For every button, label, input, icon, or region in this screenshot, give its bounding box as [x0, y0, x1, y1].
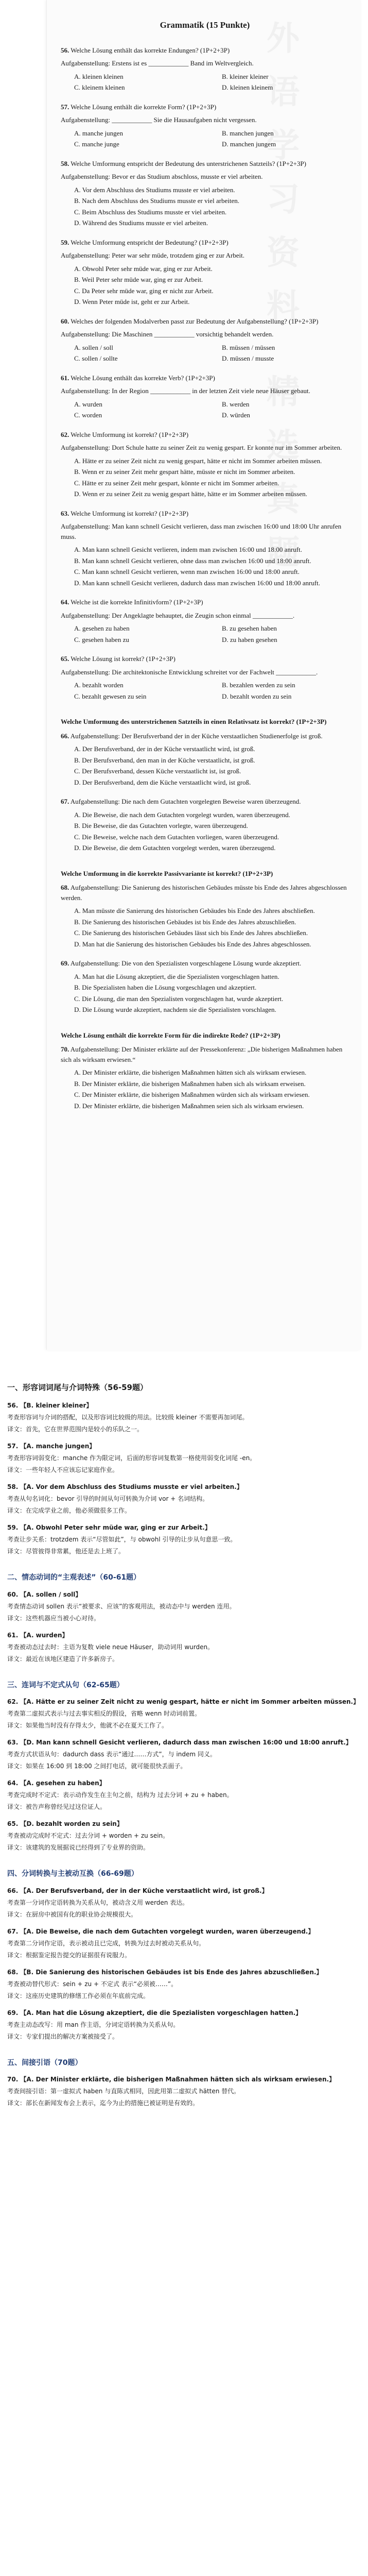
question-prompt: Welche Lösung ist korrekt? (1P+2+3P) — [71, 655, 176, 663]
answer-option: C. Die Beweise, welche nach dem Gutachten vorliegen, waren überzeugend. — [74, 833, 279, 841]
answer-options — [74, 1067, 349, 1111]
answer-option: A. Obwohl Peter sehr müde war, ging er zur Arbeit. — [74, 264, 213, 273]
question-line — [61, 1044, 349, 1064]
question-number: 65. — [61, 655, 69, 663]
answer-option: C. sollen / sollte — [74, 354, 118, 362]
question-line — [61, 430, 349, 440]
question-prompt: Welche Umformung ist korrekt? (1P+2+3P) — [71, 430, 189, 438]
answer-key: 56. 【B. kleiner kleiner】 — [7, 1402, 93, 1410]
answer-analysis: 考查被动态过去时：主语为复数 viele neue Häuser，助动词用 wurden。 — [7, 1643, 214, 1651]
exam-question — [61, 958, 349, 1015]
answer-analysis: 考查被动替代形式：sein + zu + 不定式 表示“必须被……”。 — [7, 1980, 178, 1988]
question-line — [61, 796, 349, 807]
answer-analysis: 考查形容词与介词的搭配，以及形容词比较级的用法。比较级 kleiner 不需要再加词尾。 — [7, 1414, 249, 1421]
answer-option: C. bezahlt gewesen zu sein — [74, 692, 147, 700]
question-prompt: Welche ist die korrekte Infinitivform? (1P+2+3P) — [71, 598, 203, 606]
question-line — [61, 238, 349, 248]
question-number: 64. — [61, 598, 69, 606]
answer-key: 65. 【D. bezahlt worden zu sein】 — [7, 1820, 123, 1828]
answer-translation: 译文：一些年轻人不应该忘记家庭作业。 — [7, 1466, 119, 1474]
answer-options — [74, 545, 349, 588]
exam-question — [61, 45, 349, 93]
question-prompt: Welche Umformung entspricht der Bedeutung? (1P+2+3P) — [71, 238, 229, 246]
answer-analysis: 考查从句名词化：bevor 引导的时间从句可转换为介词 vor + 名词结构。 — [7, 1495, 209, 1503]
answer-entry — [7, 1886, 362, 1920]
exam-question — [61, 316, 349, 364]
question-line — [61, 958, 349, 969]
answer-key: 57. 【A. manche jungen】 — [7, 1443, 96, 1450]
exam-question — [61, 509, 349, 588]
answer-option: A. sollen / soll — [74, 343, 113, 351]
answer-option: C. Beim Abschluss des Studiums musste er viel arbeiten. — [74, 208, 227, 216]
question-sentence: Aufgabenstellung: Der Minister erklärte auf der Pressekonferenz: „Die bisherigen Maßnahmen haben sich als wirksam erwiesen.“ — [61, 1045, 343, 1063]
exam-question — [61, 1044, 349, 1111]
answer-option: D. Während des Studiums musste er viel arbeiten. — [74, 219, 208, 227]
exam-items-4 — [61, 1044, 349, 1111]
answer-items-3 — [7, 1697, 362, 1853]
question-number: 61. — [61, 374, 69, 382]
answer-option: A. Man müsste die Sanierung des historischen Gebäudes bis Ende des Jahres abschließen. — [74, 907, 315, 914]
exam-question — [61, 159, 349, 228]
question-sentence: Aufgabenstellung: Die Maschinen ____________ vorsichtig behandelt werden. — [61, 330, 274, 338]
answer-translation: 译文：如果在 16:00 到 18:00 之间打电话，就可能很快丢面子。 — [7, 1762, 187, 1770]
answer-translation: 译文：首先，它在世界范围内是较小的乐队之一。 — [7, 1426, 144, 1433]
answer-analysis: 考查第二分词作定语，表示被动且已完成，转换为过去时被动关系从句。 — [7, 1939, 205, 1947]
question-sentence: Aufgabenstellung: Dort Schule hatte zu seiner Zeit zu wenig gespart. Er konnte nur im Sommer arbeiten. — [61, 444, 342, 451]
answer-option: B. Man kann schnell Gesicht verlieren, ohne dass man zwischen 16:00 und 18:00 anruft. — [74, 556, 311, 565]
answer-options — [74, 399, 349, 420]
answer-entry — [7, 1630, 362, 1665]
answer-translation: 译文：被告声称曾经见过这位证人。 — [7, 1803, 107, 1811]
question-prompt: Welche Lösung enthält die korrekte Form? (1P+2+3P) — [71, 103, 217, 111]
exam-question — [61, 102, 349, 149]
answer-option: B. Der Minister erklärte, die bisherigen Maßnahmen haben sich als wirksam erweisen. — [74, 1079, 306, 1088]
answer-options — [74, 680, 349, 701]
question-prompt: Welches der folgenden Modalverben passt zur Bedeutung der Aufgabenstellung? (1P+2+3P) — [71, 317, 319, 325]
answer-analysis: 考查形容词弱变化：manche 作为限定词，后面的形容词复数第一格使用弱变化词尾 -en。 — [7, 1454, 256, 1462]
answer-options — [74, 343, 349, 364]
answer-option: C. Die Lösung, die man den Spezialisten vorgeschlagen hat, wurde akzeptiert. — [74, 994, 284, 1003]
answer-translation: 译文：根据鉴定报告提交的证据很有说服力。 — [7, 1951, 131, 1959]
answer-options — [74, 264, 349, 307]
section-3-title: Welche Umformung in die korrekte Passivvariante ist korrekt? (1P+2+3P) — [61, 869, 273, 877]
answer-key: 67. 【A. Die Beweise, die nach dem Gutachten vorgelegt wurden, waren überzeugend.】 — [7, 1927, 314, 1935]
answer-option: A. Der Minister erklärte, die bisherigen Maßnahmen hätten sich als wirksam erwiesen. — [74, 1069, 307, 1076]
answer-option: B. Die Beweise, die das Gutachten vorlegte, waren überzeugend. — [74, 822, 248, 829]
answer-section — [7, 1381, 362, 2115]
answer-option: D. Wenn er zu seiner Zeit zu wenig gespart hätte, hätte er im Sommer arbeiten müssen. — [74, 490, 307, 498]
exam-question — [61, 430, 349, 499]
answer-entry — [7, 1482, 362, 1516]
answer-options — [74, 623, 349, 645]
answer-options — [74, 744, 349, 787]
section-2-title: Welche Umformung des unterstrichenen Satzteils in einen Relativsatz ist korrekt? (1P+2+3P) — [61, 718, 327, 725]
exam-question — [61, 238, 349, 307]
question-line — [61, 597, 349, 607]
answer-option: D. würden — [222, 411, 250, 419]
answer-option: B. Die Sanierung des historischen Gebäudes ist bis Ende des Jahres abzuschließen. — [74, 918, 296, 926]
answer-option: B. Der Berufsverband, den man in der Küche verstaatlicht, ist groß. — [74, 756, 255, 764]
answer-option: B. kleiner kleiner — [222, 72, 269, 80]
question-prompt: Welche Umformung entspricht der Bedeutung des unterstrichenen Satzteils? (1P+2+3P) — [71, 159, 306, 167]
answer-entry — [7, 1967, 362, 2002]
question-sentence: Aufgabenstellung: Die Sanierung des historischen Gebäudes müsste bis Ende des Jahres abgeschlossen werden. — [61, 884, 347, 902]
question-number: 56. — [61, 46, 69, 54]
answer-analysis: 考查间接引语：第一虚拟式 haben 与直陈式相同，因此用第二虚拟式 hätten 替代。 — [7, 2088, 240, 2095]
question-sentence: Aufgabenstellung: Die von den Spezialisten vorgeschlagene Lösung wurde akzeptiert. — [70, 959, 302, 967]
answer-key: 59. 【A. Obwohl Peter sehr müde war, ging er zur Arbeit.】 — [7, 1524, 211, 1532]
answers-section-4-title: 四、分词转换与主被动互换（66-69题） — [7, 1870, 138, 1878]
question-number: 57. — [61, 103, 69, 111]
question-number: 66. — [61, 732, 69, 740]
exam-question — [61, 373, 349, 420]
answer-option: D. Die Beweise, die dem Gutachten vorgelegt werden, waren überzeugend. — [74, 844, 276, 852]
answer-option: C. gesehen haben zu — [74, 635, 129, 643]
question-line — [61, 102, 349, 112]
answer-option: B. bezahlen werden zu sein — [222, 681, 295, 689]
question-prompt: Welche Lösung enthält das korrekte Verb? (1P+2+3P) — [71, 374, 215, 382]
answer-option: C. kleinem kleinen — [74, 83, 125, 91]
answer-entry — [7, 1778, 362, 1812]
answer-option: B. müssen / müssen — [222, 343, 275, 351]
answer-option: D. Man hat die Sanierung des historischen Gebäudes bis Ende des Jahres abgeschlossen. — [74, 940, 311, 948]
answer-entry — [7, 2008, 362, 2042]
answer-translation: 译文：专家们提出的解决方案被接受了。 — [7, 2032, 119, 2040]
answer-analysis: 考查情态动词 sollen 表示“被要求、应该”的客观用法，被动态中与 werden 连用。 — [7, 1602, 236, 1610]
answer-option: D. manchen jungem — [222, 140, 276, 148]
question-line — [61, 883, 349, 903]
answer-option: C. Der Berufsverband, dessen Küche verstaatlicht ist, ist groß. — [74, 767, 241, 775]
question-sentence: Aufgabenstellung: Erstens ist es ____________ Band im Weltvergleich. — [61, 59, 254, 67]
question-number: 67. — [61, 798, 69, 805]
answer-entry — [7, 1589, 362, 1624]
answer-translation: 译文：在完成学业之前，他必须做很多工作。 — [7, 1507, 131, 1515]
answer-option: D. Der Minister erklärte, die bisherigen Maßnahmen seien sich als wirksam erwiesen. — [74, 1101, 304, 1110]
answer-entry — [7, 1400, 362, 1435]
answer-translation: 译文：这些机器应当被小心对待。 — [7, 1614, 100, 1622]
answer-analysis: 考查第一分词作定语转换为关系从句，被动含义用 werden 表达。 — [7, 1899, 189, 1906]
answer-option: A. Die Beweise, die nach dem Gutachten vorgelegt wurden, waren überzeugend. — [74, 810, 290, 819]
answer-items — [7, 1400, 362, 1557]
answers-section-2-title: 二、情态动词的“主观表述”（60-61题） — [7, 1573, 141, 1582]
answer-options — [74, 72, 349, 93]
answer-entry — [7, 1441, 362, 1476]
answer-analysis: 考查第二虚拟式表示与过去事实相反的假设，省略 wenn 时动词前置。 — [7, 1710, 201, 1718]
question-line — [61, 316, 349, 327]
answer-entry — [7, 1737, 362, 1772]
question-sentence: Aufgabenstellung: Die nach dem Gutachten vorgelegten Beweise waren überzeugend. — [70, 798, 301, 805]
answer-key: 60. 【A. sollen / soll】 — [7, 1590, 82, 1598]
question-sentence: Aufgabenstellung: Bevor er das Studium abschloss, musste er viel arbeiten. — [61, 173, 263, 180]
question-number: 68. — [61, 884, 69, 891]
question-line — [61, 654, 349, 664]
answer-key: 58. 【A. Vor dem Abschluss des Studiums musste er viel arbeiten.】 — [7, 1483, 243, 1491]
answer-entry — [7, 1522, 362, 1557]
answer-option: B. Nach dem Abschluss des Studiums musste er viel arbeiten. — [74, 197, 239, 205]
exam-question — [61, 654, 349, 701]
answer-key: 70. 【A. Der Minister erklärte, die bisherigen Maßnahmen hätten sich als wirksam erwiesen.】 — [7, 2076, 336, 2083]
answer-translation: 译文：这座历史建筑的修缮工作必须在年底前完成。 — [7, 1992, 150, 1999]
answer-option: B. Wenn er zu seiner Zeit mehr gespart hätte, müsste er nicht im Sommer arbeiten. — [74, 468, 295, 476]
answer-translation: 译文：部长在新闻发布会上表示，迄今为止的措施已被证明是有效的。 — [7, 2099, 199, 2107]
answer-option: B. zu gesehen haben — [222, 624, 277, 632]
exam-title: Grammatik (15 Punkte) — [160, 20, 250, 30]
answer-entry — [7, 1819, 362, 1853]
question-number: 58. — [61, 159, 69, 167]
question-sentence: Aufgabenstellung: Der Berufsverband der in der Küche verstaatlichen Studienerfolge ist groß. — [70, 732, 323, 740]
question-line — [61, 731, 349, 741]
answer-analysis: 考查被动完成时不定式：过去分词 + worden + zu sein。 — [7, 1832, 169, 1840]
answer-option: A. gesehen zu haben — [74, 624, 130, 632]
answer-key: 68. 【B. Die Sanierung des historischen Gebäudes ist bis Ende des Jahres abzuschließen.】 — [7, 1968, 323, 1976]
question-sentence: Aufgabenstellung: In der Region ____________ in der letzten Zeit viele neue Häuser gebaut. — [61, 387, 310, 395]
answer-key: 69. 【A. Man hat die Lösung akzeptiert, die die Spezialisten vorgeschlagen hatten.】 — [7, 2009, 302, 2016]
answer-key: 64. 【A. gesehen zu haben】 — [7, 1780, 106, 1787]
answer-entry — [7, 1697, 362, 1731]
question-line — [61, 45, 349, 56]
answer-option: C. Da Peter sehr müde war, ging er nicht zur Arbeit. — [74, 286, 214, 295]
answer-option: B. manchen jungen — [222, 129, 274, 137]
answer-entry — [7, 1926, 362, 1961]
exam-question — [61, 883, 349, 949]
answer-entry — [7, 2074, 362, 2109]
answer-option: A. Der Berufsverband, der in der Küche verstaatlicht wird, ist groß. — [74, 745, 255, 753]
answer-option: A. kleinen kleinen — [74, 72, 124, 80]
answer-analysis: 考查主动态改写：用 man 作主语，分词定语转换为关系从句。 — [7, 2021, 180, 2028]
answer-options — [74, 906, 349, 949]
question-number: 60. — [61, 317, 69, 325]
answers-section-5-title: 五、间接引语（70题） — [7, 2058, 82, 2067]
answer-translation: 译文：如果他当时没有存得太少，他就不必在夏天工作了。 — [7, 1722, 168, 1730]
answer-translation: 译文：在厨房中被国有化的职业协会规模很大。 — [7, 1910, 137, 1918]
answer-options — [74, 185, 349, 228]
answer-options — [74, 456, 349, 499]
question-number: 59. — [61, 238, 69, 246]
answer-option: D. kleinen kleinem — [222, 83, 273, 91]
answer-option: A. Man kann schnell Gesicht verlieren, indem man zwischen 16:00 und 18:00 anruft. — [74, 546, 302, 553]
section-4-title: Welche Lösung enthält die korrekte Form für die indirekte Rede? (1P+2+3P) — [61, 1031, 281, 1039]
answer-option: A. Hätte er zu seiner Zeit nicht zu wenig gespart, hätte er nicht im Sommer arbeiten müssen. — [74, 456, 322, 465]
question-sentence: Aufgabenstellung: ____________ Sie die Hausaufgaben nicht vergessen. — [61, 116, 257, 124]
question-number: 69. — [61, 959, 69, 967]
question-sentence: Aufgabenstellung: Der Angeklagte behauptet, die Zeugin schon einmal ____________. — [61, 611, 295, 619]
exam-items-2 — [61, 731, 349, 853]
answer-items-4 — [7, 1886, 362, 2042]
answer-items-2 — [7, 1589, 362, 1665]
answer-key: 63. 【D. Man kann schnell Gesicht verlieren, dadurch dass man zwischen 16:00 und 18:00 anruft.】 — [7, 1739, 352, 1747]
answer-option: C. Man kann schnell Gesicht verlieren, wenn man zwischen 16:00 und 18:00 anruft. — [74, 568, 300, 575]
question-line — [61, 509, 349, 519]
exam-items — [61, 45, 349, 702]
exam-items-3 — [61, 883, 349, 1015]
answer-option: D. bezahlt worden zu sein — [222, 692, 292, 700]
exam-question — [61, 597, 349, 645]
answer-key: 61. 【A. wurden】 — [7, 1631, 68, 1639]
answer-option: C. Hätte er zu seiner Zeit mehr gespart, könnte er nicht im Sommer arbeiten. — [74, 479, 279, 487]
answer-option: D. Die Lösung wurde akzeptiert, nachdem sie die Spezialisten vorschlagen. — [74, 1006, 276, 1013]
question-line — [61, 373, 349, 383]
answers-section-3-title: 三、连词与不定式从句（62-65题） — [7, 1681, 124, 1689]
answer-option: B. Weil Peter sehr müde war, ging er zur Arbeit. — [74, 276, 203, 283]
exam-question — [61, 796, 349, 853]
answer-option: D. zu haben gesehen — [222, 635, 277, 643]
question-number: 70. — [61, 1045, 69, 1053]
exam-question — [61, 731, 349, 788]
answer-key: 66. 【A. Der Berufsverband, der in der Küche verstaatlicht wird, ist groß.】 — [7, 1887, 268, 1894]
answer-option: A. Vor dem Abschluss des Studiums musste er viel arbeiten. — [74, 185, 235, 194]
answer-option: A. Man hat die Lösung akzeptiert, die die Spezialisten vorgeschlagen hatten. — [74, 972, 279, 980]
question-prompt: Welche Umformung ist korrekt? (1P+2+3P) — [71, 509, 189, 517]
question-number: 62. — [61, 430, 69, 438]
answer-option: C. worden — [74, 411, 102, 419]
answer-options — [74, 972, 349, 1015]
answer-items-5 — [7, 2074, 362, 2109]
question-sentence: Aufgabenstellung: Peter war sehr müde, trotzdem ging er zur Arbeit. — [61, 251, 245, 259]
answer-key: 62. 【A. Hätte er zu seiner Zeit nicht zu wenig gespart, hätte er nicht im Sommer arbeiten müssen.】 — [7, 1698, 359, 1706]
answer-analysis: 考查方式状语从句：dadurch dass 表示“通过……方式”，与 indem 同义。 — [7, 1751, 216, 1758]
answer-option: C. manche junge — [74, 140, 119, 148]
question-sentence: Aufgabenstellung: Die architektonische Entwicklung schreitet vor der Fachwelt ____________. — [61, 668, 318, 676]
answer-translation: 译文：该建筑的发展据说已经得到了专业界的资助。 — [7, 1844, 150, 1852]
answer-option: B. werden — [222, 400, 250, 408]
answer-option: B. Die Spezialisten haben die Lösung vorgeschlagen und akzeptiert. — [74, 984, 257, 991]
answer-option: C. Die Sanierung des historischen Gebäudes lässt sich bis Ende des Jahres abschließen. — [74, 929, 308, 937]
answer-options — [74, 810, 349, 853]
answer-translation: 译文：最近在该地区建造了许多新房子。 — [7, 1655, 119, 1663]
answers-title: 一、形容词词尾与介词特殊（56-59题） — [7, 1383, 148, 1392]
question-line — [61, 159, 349, 169]
answer-option: A. manche jungen — [74, 129, 123, 137]
answer-option: A. wurden — [74, 400, 102, 408]
answer-analysis: 考查完成时不定式：表示动作发生在主句之前，结构为 过去分词 + zu + haben。 — [7, 1791, 233, 1799]
exam-section — [61, 19, 349, 1120]
question-sentence: Aufgabenstellung: Man kann schnell Gesicht verlieren, dass man zwischen 16:00 und 18:00 Uhr anrufen muss. — [61, 522, 342, 540]
answer-option: D. müssen / musste — [222, 354, 274, 362]
answer-option: D. Man kann schnell Gesicht verlieren, dadurch dass man zwischen 16:00 und 18:00 anruft. — [74, 579, 320, 587]
question-number: 63. — [61, 509, 69, 517]
question-prompt: Welche Lösung enthält das korrekte Endungen? (1P+2+3P) — [71, 46, 230, 54]
answer-option: D. Der Berufsverband, dem die Küche verstaatlicht wird, ist groß. — [74, 778, 251, 786]
answer-options — [74, 128, 349, 149]
answer-option: C. Der Minister erklärte, die bisherigen Maßnahmen würden sich als wirksam erwiesen. — [74, 1091, 310, 1098]
answer-option: A. bezahlt worden — [74, 681, 124, 689]
answer-analysis: 考查让步关系：trotzdem 表示“尽管如此”，与 obwohl 引导的让步从句意思一致。 — [7, 1536, 237, 1544]
answer-translation: 译文：尽管彼得非常累，他还是去上班了。 — [7, 1548, 125, 1555]
answer-option: D. Wenn Peter müde ist, geht er zur Arbeit. — [74, 298, 190, 306]
